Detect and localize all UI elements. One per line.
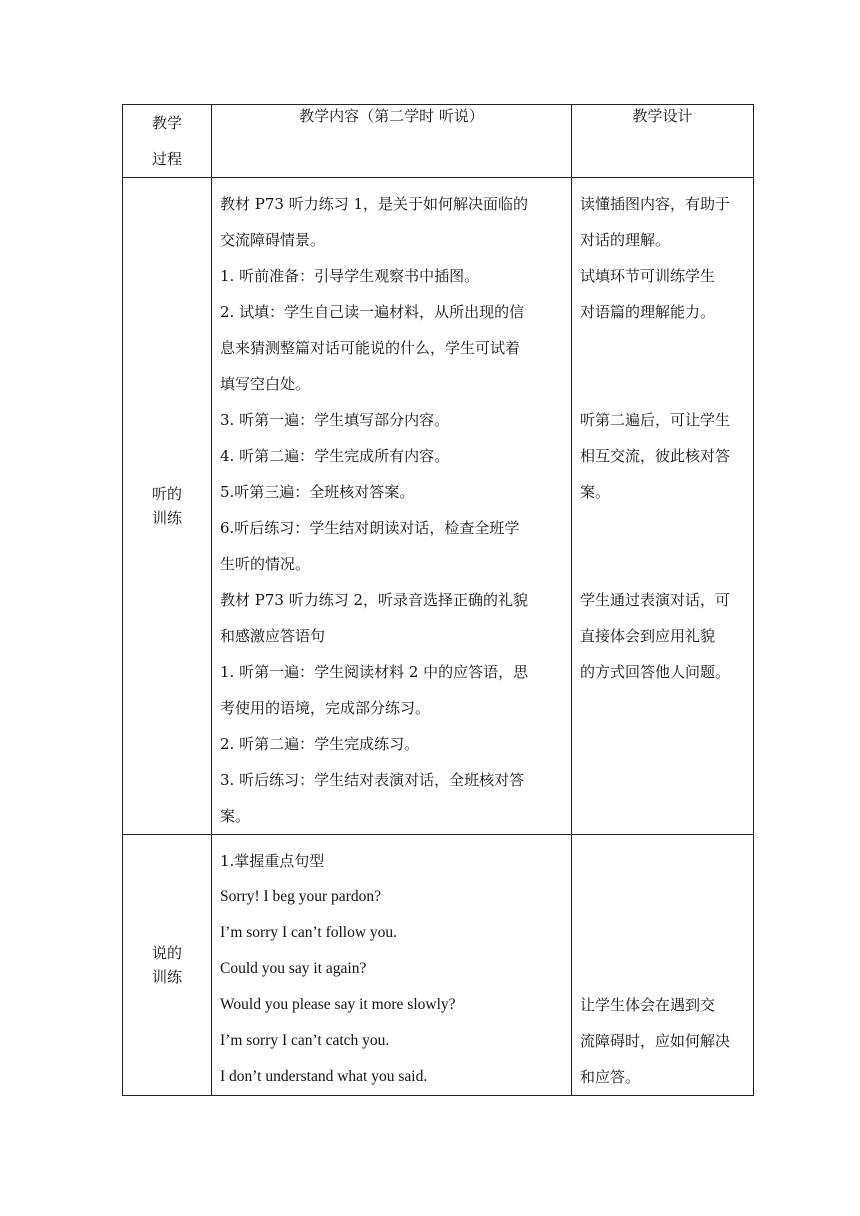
listening-design-line: 直接体会到应用礼貌 (580, 627, 716, 645)
speaking-content-line: 1.掌握重点句型 (220, 852, 325, 870)
listening-content-line: 交流障碍情景。 (220, 231, 326, 249)
listening-design-line: 的方式回答他人问题。 (580, 663, 731, 681)
listening-content-line: 教材 P73 听力练习 1，是关于如何解决面临的 (220, 195, 529, 213)
listening-design-line: 读懂插图内容，有助于 (580, 195, 731, 213)
speaking-content-line: Sorry! I beg your pardon? (220, 888, 381, 905)
listening-label-line1: 听的 (151, 485, 182, 503)
speaking-content-line: I’m sorry I can’t catch you. (220, 1032, 390, 1049)
listening-content-line: 2. 听第二遍：学生完成练习。 (220, 735, 420, 753)
listening-content-line: 生听的情况。 (220, 555, 311, 573)
listening-content-line: 考使用的语境，完成部分练习。 (220, 699, 431, 717)
listening-content-cell (212, 178, 572, 835)
listening-content-line: 案。 (220, 807, 251, 825)
listening-row (123, 178, 754, 835)
speaking-content-line: I’m sorry I can’t follow you. (220, 924, 398, 941)
listening-content-line: 3. 听后练习：学生结对表演对话，全班核对答 (220, 771, 525, 789)
listening-content-line: 2. 试填：学生自己读一遍材料，从所出现的信 (220, 303, 525, 321)
header-process-line2: 过程 (151, 150, 182, 168)
listening-design-line: 相互交流，彼此核对答 (580, 447, 731, 465)
speaking-content-line: Could you say it again? (220, 960, 367, 977)
listening-content-line: 教材 P73 听力练习 2，听录音选择正确的礼貌 (220, 591, 529, 609)
header-design-cell: 教学设计 (572, 105, 754, 178)
listening-content-line: 6.听后练习：学生结对朗读对话，检查全班学 (220, 519, 520, 537)
listening-design-line: 案。 (580, 483, 611, 501)
speaking-label-cell (123, 835, 212, 1096)
listening-content-line: 1. 听前准备：引导学生观察书中插图。 (220, 267, 480, 285)
speaking-design-line: 让学生体会在遇到交 (580, 996, 716, 1014)
listening-design-line: 学生通过表演对话，可 (580, 591, 731, 609)
listening-design-line: 试填环节可训练学生 (580, 267, 716, 285)
listening-content-line: 5.听第三遍：全班核对答案。 (220, 483, 415, 501)
header-row (123, 105, 754, 178)
speaking-row (123, 835, 754, 1096)
listening-label-line2: 训练 (151, 509, 182, 527)
listening-content-line: 填写空白处。 (220, 375, 311, 393)
listening-content-line: 息来猜测整篇对话可能说的什么，学生可试着 (220, 339, 521, 357)
speaking-content-line: Would you please say it more slowly? (220, 996, 456, 1013)
speaking-label-line1: 说的 (151, 944, 182, 962)
header-process-line1: 教学 (151, 114, 182, 132)
listening-content-line: 1. 听第一遍：学生阅读材料 2 中的应答语，思 (220, 663, 529, 681)
speaking-design-line: 流障碍时，应如何解决 (580, 1032, 731, 1050)
listening-content-line: 4. 听第二遍：学生完成所有内容。 (220, 447, 450, 465)
lesson-plan-table (122, 104, 754, 1096)
listening-design-cell (572, 178, 754, 835)
listening-label-cell (123, 178, 212, 835)
listening-design-line: 对语篇的理解能力。 (580, 303, 716, 321)
speaking-label-line2: 训练 (151, 968, 182, 986)
speaking-content-cell (212, 835, 572, 1096)
listening-design-line: 听第二遍后，可让学生 (580, 411, 731, 429)
header-content-cell: 教学内容（第二学时 听说） (212, 105, 572, 178)
listening-design-line: 对话的理解。 (580, 231, 671, 249)
listening-content-line: 3. 听第一遍：学生填写部分内容。 (220, 411, 450, 429)
speaking-design-line: 和应答。 (580, 1068, 641, 1086)
speaking-content-line: I don’t understand what you said. (220, 1068, 428, 1085)
listening-content-line: 和感激应答语句 (220, 627, 326, 645)
speaking-design-cell (572, 835, 754, 1096)
header-process-cell (123, 105, 212, 178)
